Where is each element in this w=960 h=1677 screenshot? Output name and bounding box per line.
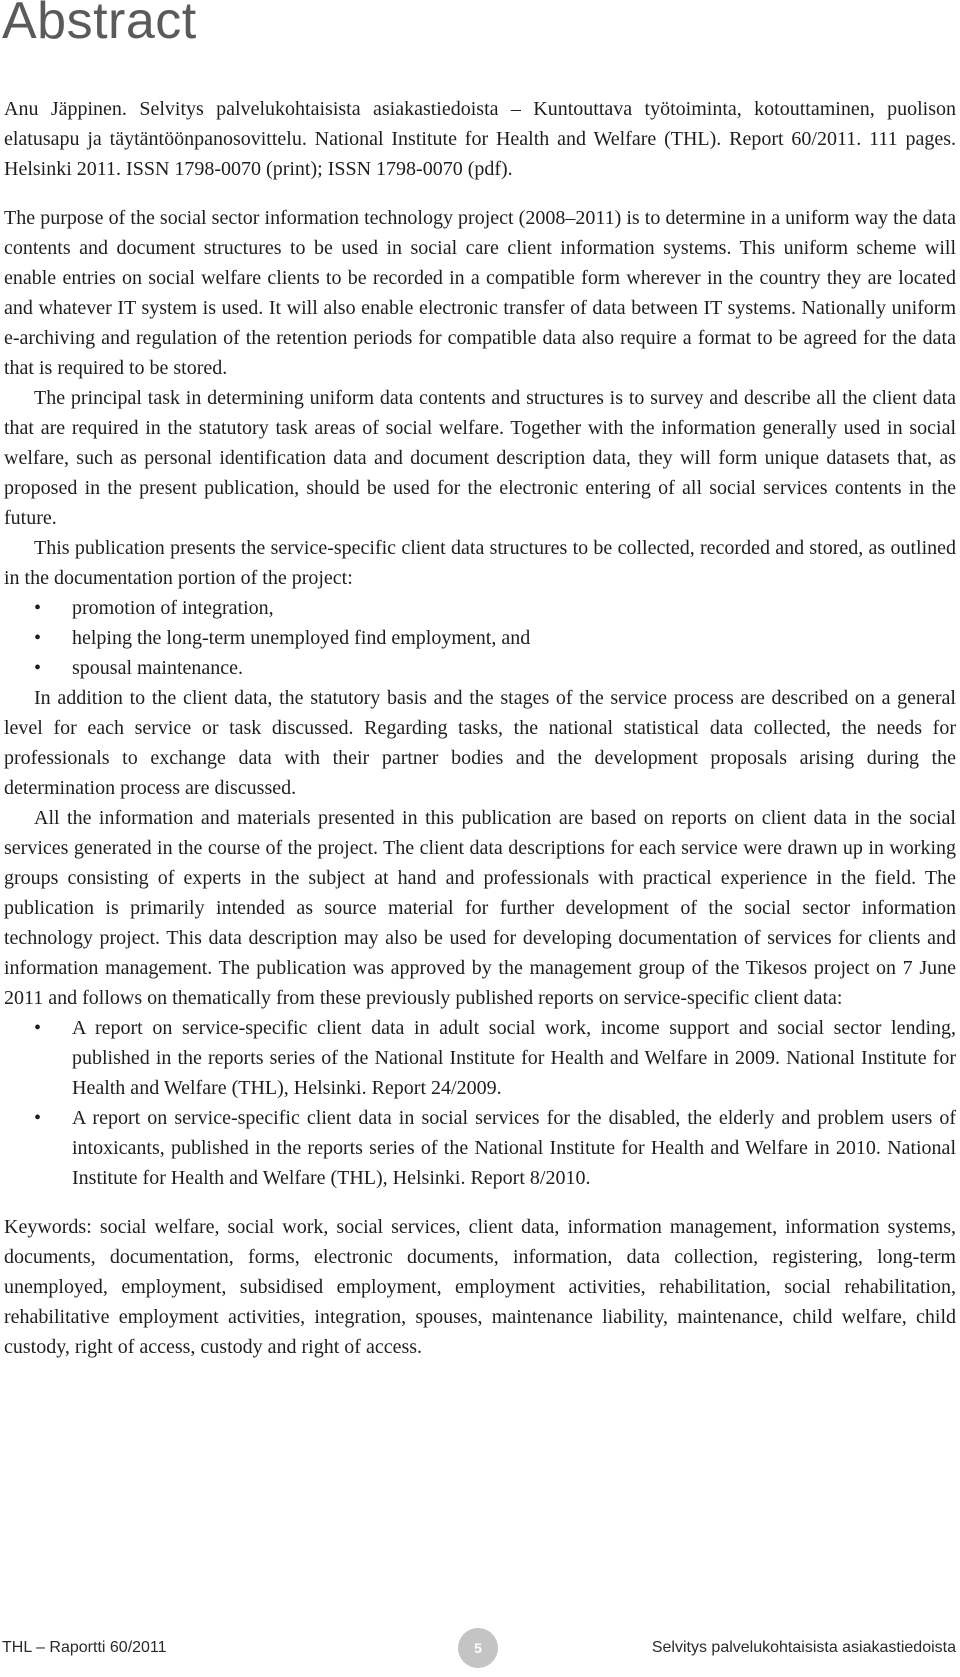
footer-publication-title: Selvitys palvelukohtaisista asiakastiedoista xyxy=(651,1639,956,1656)
keywords: Keywords: social welfare, social work, social services, client data, information management, information systems, documents, documentation, forms, electronic documents, information, data collection, registering, long-term unemployed, employment, subsidised employment, employment activities, rehabilitation, social rehabilitation, rehabilitative employment activities, integration, spouses, maintenance liability, maintenance, child welfare, child custody, right of access, custody and right of access. xyxy=(4,1216,956,1358)
footer-series: THL – Raportti 60/2011 xyxy=(2,1639,167,1656)
paragraph-publication-scope: This publication presents the service-specific client data structures to be collected, recorded and stored, as outlined in the documentation portion of the project: xyxy=(4,537,956,589)
bullet-icon: • xyxy=(34,657,42,679)
list-item-text: promotion of integration, xyxy=(72,597,274,619)
list-item xyxy=(4,593,956,623)
bullet-icon: • xyxy=(34,597,42,619)
service-list xyxy=(4,593,956,683)
list-item xyxy=(4,623,956,653)
paragraph-purpose: The purpose of the social sector information technology project (2008–2011) is to determine in a uniform way the data contents and document structures to be used in social care client information systems. This uniform scheme will enable entries on social welfare clients to be recorded in a compatible form wherever in the country they are located and whatever IT system is used. It will also enable electronic transfer of data between IT systems. Nationally uniform e-archiving and regulation of the retention periods for compatible data also require a format to be agreed for the data that is required to be stored. xyxy=(4,207,956,379)
paragraph-principal-task: The principal task in determining uniform data contents and structures is to survey and describe all the client data that are required in the statutory task areas of social welfare. Together with the information generally used in social welfare, such as personal identification data and document description data, they will form unique datasets that, as proposed in the present publication, should be used for the electronic entering of all social services contents in the future. xyxy=(4,387,956,529)
bullet-icon: • xyxy=(34,1017,42,1039)
citation: Anu Jäppinen. Selvitys palvelukohtaisista asiakastiedoista – Kuntouttava työtoiminta, kotouttaminen, puolison elatusapu ja täytäntöönpanosovittelu. National Institute for Health and Welfare (THL). Report 60/2011. 111 pages. Helsinki 2011. ISSN 1798-0070 (print); ISSN 1798-0070 (pdf). xyxy=(4,98,956,180)
bullet-icon: • xyxy=(34,1107,42,1129)
page-footer xyxy=(0,1628,960,1668)
list-item-text: spousal maintenance. xyxy=(72,657,244,679)
list-item-text: A report on service-specific client data in social services for the disabled, the elderly and problem users of intoxicants, published in the reports series of the National Institute for Health and Welfare in 2010. National Institute for Health and Welfare (THL), Helsinki. Report 8/2010. xyxy=(72,1107,956,1189)
abstract-body xyxy=(4,94,956,1362)
paragraph-service-process: In addition to the client data, the statutory basis and the stages of the service process are described on a general level for each service or task discussed. Regarding tasks, the national statistical data collected, the needs for professionals to exchange data with their partner bodies and the development proposals arising during the determination process are discussed. xyxy=(4,687,956,799)
list-item-text: A report on service-specific client data in adult social work, income support and social sector lending, published in the reports series of the National Institute for Health and Welfare in 2009. National Institute for Health and Welfare (THL), Helsinki. Report 24/2009. xyxy=(72,1017,956,1099)
page-title: Abstract xyxy=(2,0,197,50)
list-item xyxy=(4,1013,956,1103)
list-item xyxy=(4,653,956,683)
list-item xyxy=(4,1103,956,1193)
page-number-badge: 5 xyxy=(458,1628,498,1668)
bullet-icon: • xyxy=(34,627,42,649)
reports-list xyxy=(4,1013,956,1193)
list-item-text: helping the long-term unemployed find employment, and xyxy=(72,627,531,649)
paragraph-materials: All the information and materials presented in this publication are based on reports on client data in the social services generated in the course of the project. The client data descriptions for each service were drawn up in working groups consisting of experts in the subject at hand and professionals with practical experience in the field. The publication is primarily intended as source material for further development of the social sector information technology project. This data description may also be used for developing documentation of services for clients and information management. The publication was approved by the management group of the Tikesos project on 7 June 2011 and follows on thematically from these previously published reports on service-specific client data: xyxy=(4,807,956,1009)
